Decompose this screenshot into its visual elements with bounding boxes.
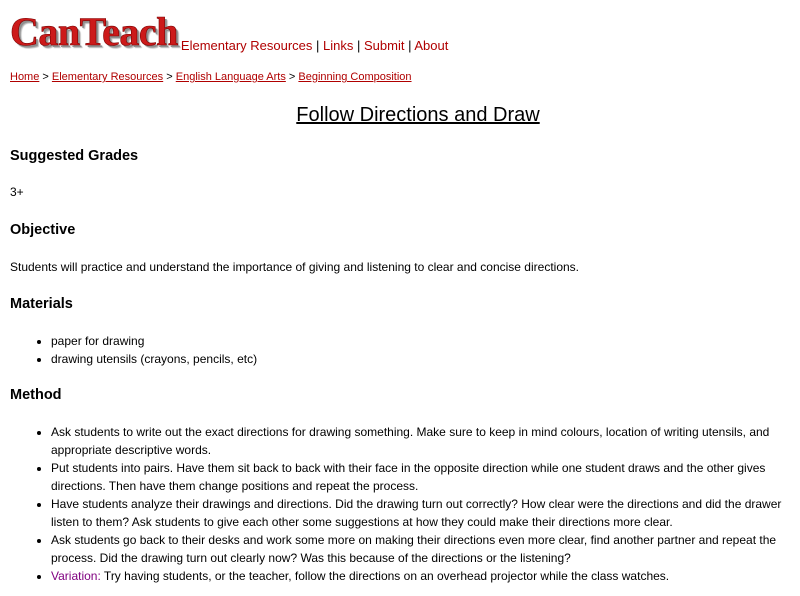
nav-link-elementary-resources[interactable]: Elementary Resources: [180, 38, 313, 53]
nav-link-about[interactable]: About: [414, 38, 449, 53]
method-step: • Put students into pairs. Have them sit back to back with their face in the opposite direction while one student draws and the other gives directions. Then have them change positions and repeat the process.: [51, 459, 800, 495]
method-list: [0, 423, 800, 585]
variation-label: Variation:: [51, 569, 101, 583]
breadcrumb: [10, 71, 412, 83]
canteach-logo[interactable]: CanTeach: [10, 9, 178, 54]
materials-item: • drawing utensils (crayons, pencils, etc): [51, 350, 800, 368]
nav-separator: |: [404, 38, 415, 53]
nav-separator: |: [312, 38, 324, 53]
objective-text: Students will practice and understand the importance of giving and listening to clear and concise directions.: [10, 260, 579, 274]
method-step: • Have students analyze their drawings and directions. Did the drawing turn out correctly? How clear were the directions and did the drawer listen to them? Ask students to give each other some suggestions at how they could make their directions more clear.: [51, 495, 800, 531]
grades-text: 3+: [10, 185, 24, 199]
materials-list: [0, 332, 800, 368]
breadcrumb-separator: >: [42, 71, 49, 83]
method-step-variation: [51, 567, 800, 585]
method-step: • Ask students to write out the exact directions for drawing something. Make sure to keep in mind colours, location of writing utensils, and appropriate descriptive words.: [51, 423, 800, 459]
heading-suggested-grades: Suggested Grades: [10, 148, 139, 164]
breadcrumb-home[interactable]: Home: [10, 71, 40, 83]
breadcrumb-english-language-arts[interactable]: English Language Arts: [175, 71, 286, 83]
breadcrumb-separator: >: [166, 71, 173, 83]
breadcrumb-beginning-composition[interactable]: Beginning Composition: [298, 71, 412, 83]
nav-link-submit[interactable]: Submit: [363, 38, 405, 53]
nav-separator: |: [353, 38, 364, 53]
top-nav: [181, 39, 448, 54]
site-header: [10, 6, 448, 54]
heading-method: Method: [10, 387, 62, 403]
heading-materials: Materials: [10, 296, 73, 312]
variation-text: Try having students, or the teacher, follow the directions on an overhead projector while the class watches.: [100, 569, 670, 583]
heading-objective: Objective: [10, 222, 76, 238]
method-step: • Ask students go back to their desks and work some more on making their directions even more clear, find another partner and repeat the process. Did the drawing turn out clearly now? Was this because of the directions or the listening?: [51, 531, 800, 567]
breadcrumb-separator: >: [288, 71, 296, 83]
breadcrumb-elementary-resources[interactable]: Elementary Resources: [51, 71, 164, 83]
nav-link-links[interactable]: Links: [323, 38, 354, 53]
page-title: Follow Directions and Draw: [296, 104, 540, 126]
materials-item: • paper for drawing: [51, 332, 800, 350]
